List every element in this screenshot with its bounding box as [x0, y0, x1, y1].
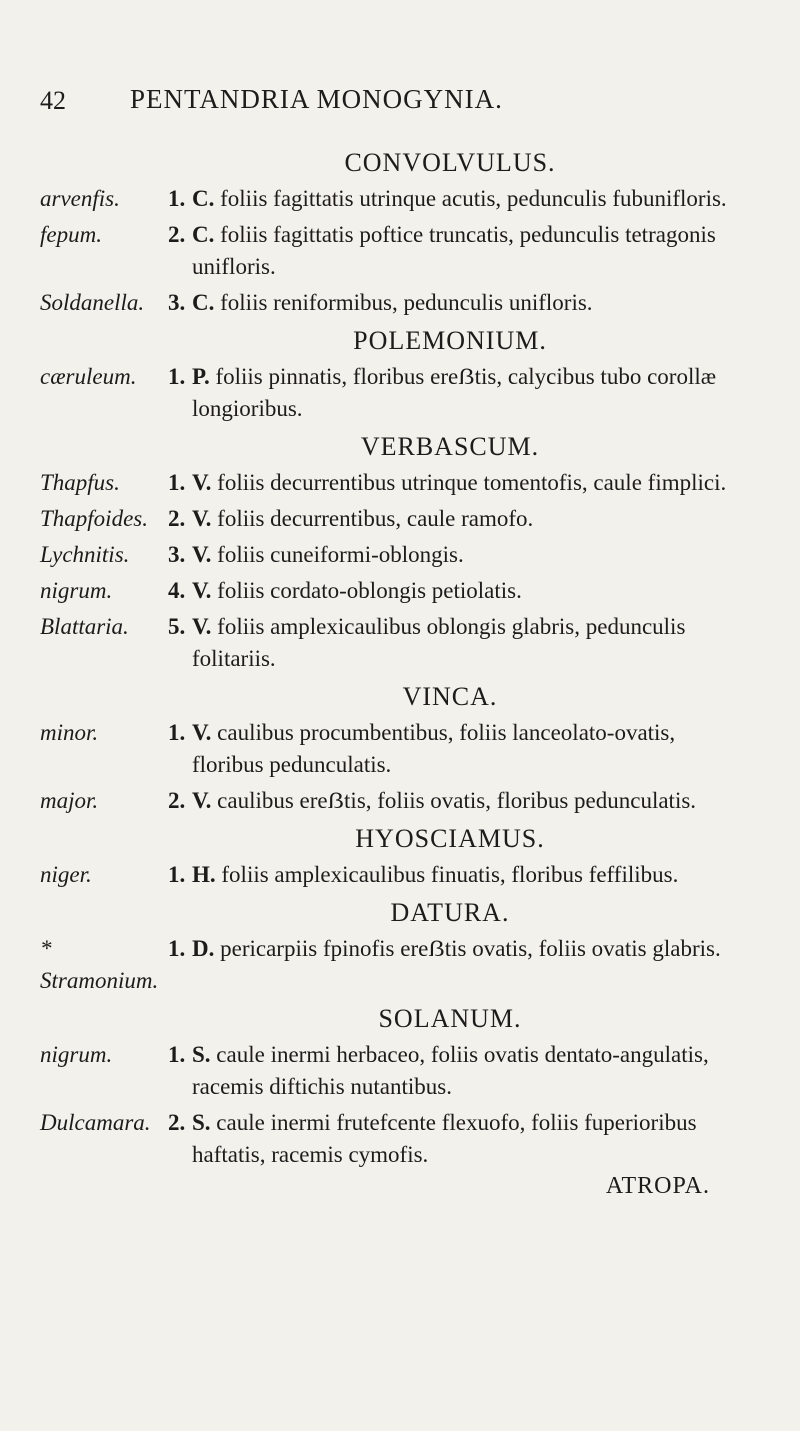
species-entry	[40, 361, 740, 425]
species-description	[192, 575, 740, 607]
description-text: foliis cuneiformi-oblongis.	[217, 542, 464, 567]
species-description	[192, 717, 740, 781]
species-epithet: nigrum.	[40, 578, 113, 603]
species-number: 1.	[168, 470, 186, 495]
genus-abbreviation: C.	[192, 222, 215, 247]
species-number: 1.	[168, 936, 186, 961]
species-entry	[40, 539, 740, 571]
species-description	[192, 219, 740, 283]
species-epithet: major.	[40, 788, 99, 813]
species-epithet: Soldanella.	[40, 290, 145, 315]
species-number: 1.	[168, 186, 186, 211]
description-text: foliis reniformibus, pedunculis unifloris.	[220, 290, 593, 315]
genus-abbreviation: V.	[192, 720, 212, 745]
species-entry	[40, 1107, 740, 1171]
species-number: 3.	[168, 542, 186, 567]
species-entry	[40, 785, 740, 817]
species-description	[192, 467, 740, 499]
genus-heading: SOLANUM.	[378, 1004, 522, 1033]
description-text: foliis cordato-oblongis petiolatis.	[217, 578, 522, 603]
species-epithet: * Stramonium.	[40, 936, 159, 993]
species-entry	[40, 287, 740, 319]
genus-abbreviation: P.	[192, 364, 210, 389]
species-description	[192, 1107, 740, 1171]
species-description	[192, 859, 740, 891]
species-number: 2.	[168, 506, 186, 531]
genus-heading: VERBASCUM.	[360, 432, 540, 461]
species-number: 1.	[168, 720, 186, 745]
description-text: foliis decurrentibus utrinque tomentofis, caule fimplici.	[217, 470, 727, 495]
description-text: caule inermi herbaceo, foliis ovatis dentato-angulatis, racemis diftichis nutantibus.	[192, 1042, 709, 1099]
species-description	[192, 785, 740, 817]
species-entry	[40, 717, 740, 781]
genus-abbreviation: V.	[192, 542, 212, 567]
genus-abbreviation: D.	[192, 936, 215, 961]
species-description	[192, 933, 740, 965]
species-number: 2.	[168, 1110, 186, 1135]
species-entry	[40, 1039, 740, 1103]
genus-abbreviation: H.	[192, 862, 216, 887]
species-epithet: Thapfus.	[40, 470, 120, 495]
genus-abbreviation: S.	[192, 1042, 211, 1067]
genus-heading: HYOSCIAMUS.	[355, 824, 545, 853]
species-epithet: minor.	[40, 720, 99, 745]
genus-abbreviation: C.	[192, 186, 215, 211]
page-header	[40, 82, 720, 122]
species-entry	[40, 933, 740, 997]
species-number: 3.	[168, 290, 186, 315]
species-entry	[40, 467, 740, 499]
description-text: foliis decurrentibus, caule ramofo.	[217, 506, 534, 531]
species-description	[192, 183, 740, 215]
species-entry	[40, 859, 740, 891]
species-number: 5.	[168, 614, 186, 639]
species-number: 1.	[168, 364, 186, 389]
genus-heading: VINCA.	[402, 682, 498, 711]
page-number: 42	[40, 86, 66, 115]
description-text: foliis pinnatis, floribus ereẞtis, calycibus tubo corollæ longioribus.	[192, 364, 717, 421]
species-entry	[40, 575, 740, 607]
genus-heading: POLEMONIUM.	[353, 326, 547, 355]
description-text: foliis fagittatis poftice truncatis, pedunculis tetragonis unifloris.	[192, 222, 716, 279]
species-epithet: fepum.	[40, 222, 102, 247]
species-description	[192, 503, 740, 535]
catchword: ATROPA.	[605, 1173, 710, 1199]
genus-abbreviation: V.	[192, 506, 212, 531]
species-epithet: niger.	[40, 862, 92, 887]
species-number: 2.	[168, 788, 186, 813]
genus-abbreviation: V.	[192, 578, 212, 603]
species-entry	[40, 503, 740, 535]
species-epithet: Thapfoides.	[40, 506, 148, 531]
running-head: PENTANDRIA MONOGYNIA.	[130, 84, 503, 114]
genus-heading: CONVOLVULUS.	[344, 148, 556, 177]
species-epithet: Lychnitis.	[40, 542, 130, 567]
genus-abbreviation: S.	[192, 1110, 211, 1135]
species-epithet: cæruleum.	[40, 364, 137, 389]
species-description	[192, 1039, 740, 1103]
species-description	[192, 361, 740, 425]
genus-abbreviation: V.	[192, 614, 212, 639]
species-entry	[40, 611, 740, 675]
species-epithet: nigrum.	[40, 1042, 113, 1067]
species-number: 2.	[168, 222, 186, 247]
species-entry	[40, 219, 740, 283]
species-epithet: arvenfis.	[40, 186, 120, 211]
species-number: 4.	[168, 578, 186, 603]
description-text: foliis fagittatis utrinque acutis, pedunculis fubunifloris.	[220, 186, 727, 211]
species-description	[192, 611, 740, 675]
page-content	[40, 145, 740, 1200]
species-number: 1.	[168, 1042, 186, 1067]
description-text: caulibus ereẞtis, foliis ovatis, floribus pedunculatis.	[217, 788, 697, 813]
description-text: caulibus procumbentibus, foliis lanceolato-ovatis, floribus pedunculatis.	[192, 720, 676, 777]
species-epithet: Blattaria.	[40, 614, 129, 639]
genus-abbreviation: C.	[192, 290, 215, 315]
description-text: foliis amplexicaulibus finuatis, floribus feffilibus.	[221, 862, 679, 887]
species-epithet: Dulcamara.	[40, 1110, 151, 1135]
genus-heading: DATURA.	[390, 898, 510, 927]
description-text: pericarpiis fpinofis ereẞtis ovatis, foliis ovatis glabris.	[220, 936, 721, 961]
species-description	[192, 287, 740, 319]
genus-abbreviation: V.	[192, 470, 212, 495]
species-entry	[40, 183, 740, 215]
description-text: foliis amplexicaulibus oblongis glabris, pedunculis folitariis.	[192, 614, 686, 671]
genus-abbreviation: V.	[192, 788, 212, 813]
species-number: 1.	[168, 862, 186, 887]
description-text: caule inermi frutefcente flexuofo, foliis fuperioribus haftatis, racemis cymofis.	[192, 1110, 697, 1167]
species-description	[192, 539, 740, 571]
